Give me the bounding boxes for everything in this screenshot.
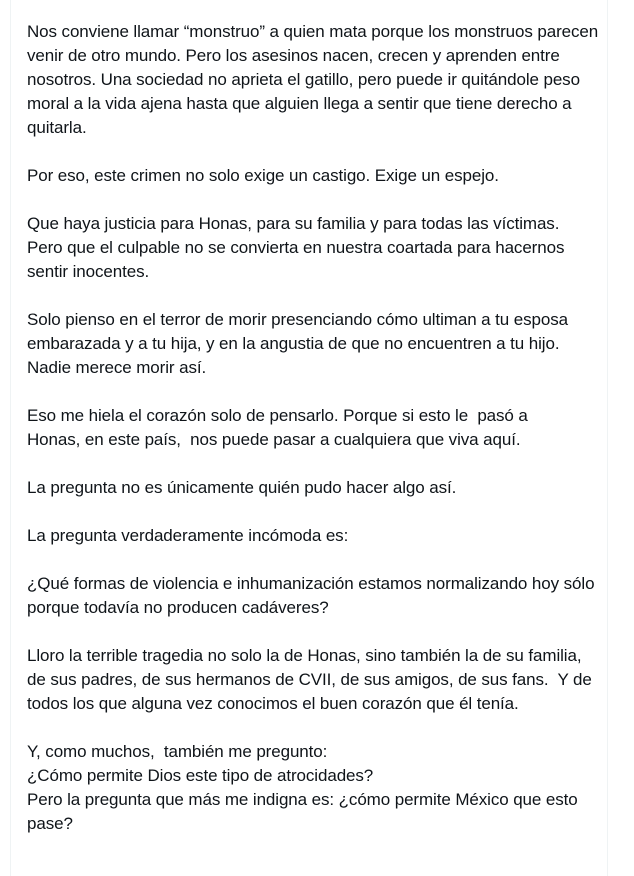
post-card [10,0,608,876]
paragraph-terror: Solo pienso en el terror de morir presenciando cómo ultiman a tu esposa embarazada y a tu hija, y en la angustia de que no encuentren a tu hijo. Nadie merece morir así. [27,310,568,377]
paragraph-espejo: Por eso, este crimen no solo exige un castigo. Exige un espejo. [27,166,499,185]
paragraph-corazon: Eso me hiela el corazón solo de pensarlo. Porque si esto le pasó a Honas, en este país, nos puede pasar a cualquiera que viva aquí. [27,406,528,449]
paragraph-dios: Y, como muchos, también me pregunto: ¿Cómo permite Dios este tipo de atrocidades? Pero la pregunta que más me indigna es: ¿cómo permite México que esto pase? [27,742,578,833]
paragraph-justicia: Que haya justicia para Honas, para su familia y para todas las víctimas. Pero que el culpable no se convierta en nuestra coartada para hacernos sentir inocentes. [27,214,565,281]
post-text [27,20,602,836]
paragraph-tragedia: Lloro la terrible tragedia no solo la de Honas, sino también la de su familia, de sus padres, de sus hermanos de CVII, de sus amigos, de sus fans. Y de todos los que alguna vez conocimos el buen corazón que él tenía. [27,646,597,713]
paragraph-violencia: ¿Qué formas de violencia e inhumanización estamos normalizando hoy sólo porque todavía no producen cadáveres? [27,574,600,617]
paragraph-incomoda: La pregunta verdaderamente incómoda es: [27,526,349,545]
paragraph-pregunta: La pregunta no es únicamente quién pudo hacer algo así. [27,478,457,497]
paragraph-monstruo: Nos conviene llamar “monstruo” a quien mata porque los monstruos parecen venir de otro mundo. Pero los asesinos nacen, crecen y aprenden entre nosotros. Una sociedad no aprieta el gatillo, pero puede ir quitándole peso moral a la vida ajena hasta que alguien llega a sentir que tiene derecho a quitarla. [27,22,603,137]
